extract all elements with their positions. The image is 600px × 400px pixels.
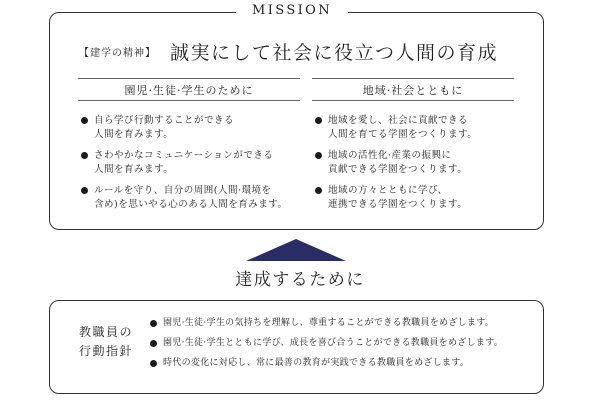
students-column [78, 78, 300, 219]
list-item-text: ルールを守り、自分の周囲(人間·環境を 含め)を思いやる心のある人間を育みます。 [94, 185, 288, 210]
founding-spirit-tag: 【建学の精神】 [79, 47, 156, 59]
staff-guidelines-title [76, 323, 136, 361]
students-column-heading: 園児·生徒·学生のために [78, 78, 300, 101]
list-item-text: 自ら学び行動することができる 人間を育みます。 [94, 115, 235, 140]
community-column [312, 78, 514, 219]
list-item-text: 地域の活性化·産業の振興に 貢献できる学園をつくります。 [328, 150, 468, 175]
founding-spirit-text: 誠実にして社会に役立つ人間の育成 [170, 41, 499, 64]
community-list [312, 114, 514, 212]
bullet-icon [315, 152, 322, 159]
mission-label: MISSION [236, 3, 348, 18]
students-list [78, 114, 300, 212]
bullet-icon [315, 117, 322, 124]
list-item [149, 357, 503, 370]
community-column-heading: 地域·社会とともに [312, 78, 514, 101]
list-item-text: 地域を愛し、社会に貢献できる 人間を育てる学園をつくります。 [328, 115, 478, 140]
bullet-icon [150, 340, 157, 347]
staff-guidelines-list [149, 317, 503, 377]
bullet-icon [150, 320, 157, 327]
bullet-icon [150, 360, 157, 367]
list-item [312, 114, 514, 142]
list-item [312, 184, 514, 212]
list-item [312, 149, 514, 177]
bullet-icon [81, 117, 88, 124]
bullet-icon [81, 152, 88, 159]
list-item-text: 地域の方々とともに学び、 連携できる学園をつくります。 [328, 185, 468, 210]
bullet-icon [315, 187, 322, 194]
staff-title-line2: 行動指針 [78, 344, 133, 358]
list-item-text: 園児·生徒·学生とともに学び、成長を喜び合うことができる教職員をめざします。 [163, 338, 504, 348]
list-item-text: 園児·生徒·学生の気持ちを理解し、尊重することができる教職員をめざします。 [163, 318, 495, 328]
list-item [78, 149, 300, 177]
list-item [78, 184, 300, 212]
bullet-icon [81, 187, 88, 194]
list-item [78, 114, 300, 142]
list-item [149, 337, 503, 350]
staff-title-line1: 教職員の [78, 325, 133, 339]
up-arrow-icon [246, 239, 346, 261]
achieve-heading: 達成するために [235, 270, 365, 290]
list-item [149, 317, 503, 330]
list-item-text: さわやかなコミュニケーションができる 人間を育みます。 [94, 150, 274, 175]
list-item-text: 時代の変化に対応し、常に最善の教育が実践できる教職員をめざします。 [163, 358, 470, 368]
founding-spirit [79, 38, 498, 64]
